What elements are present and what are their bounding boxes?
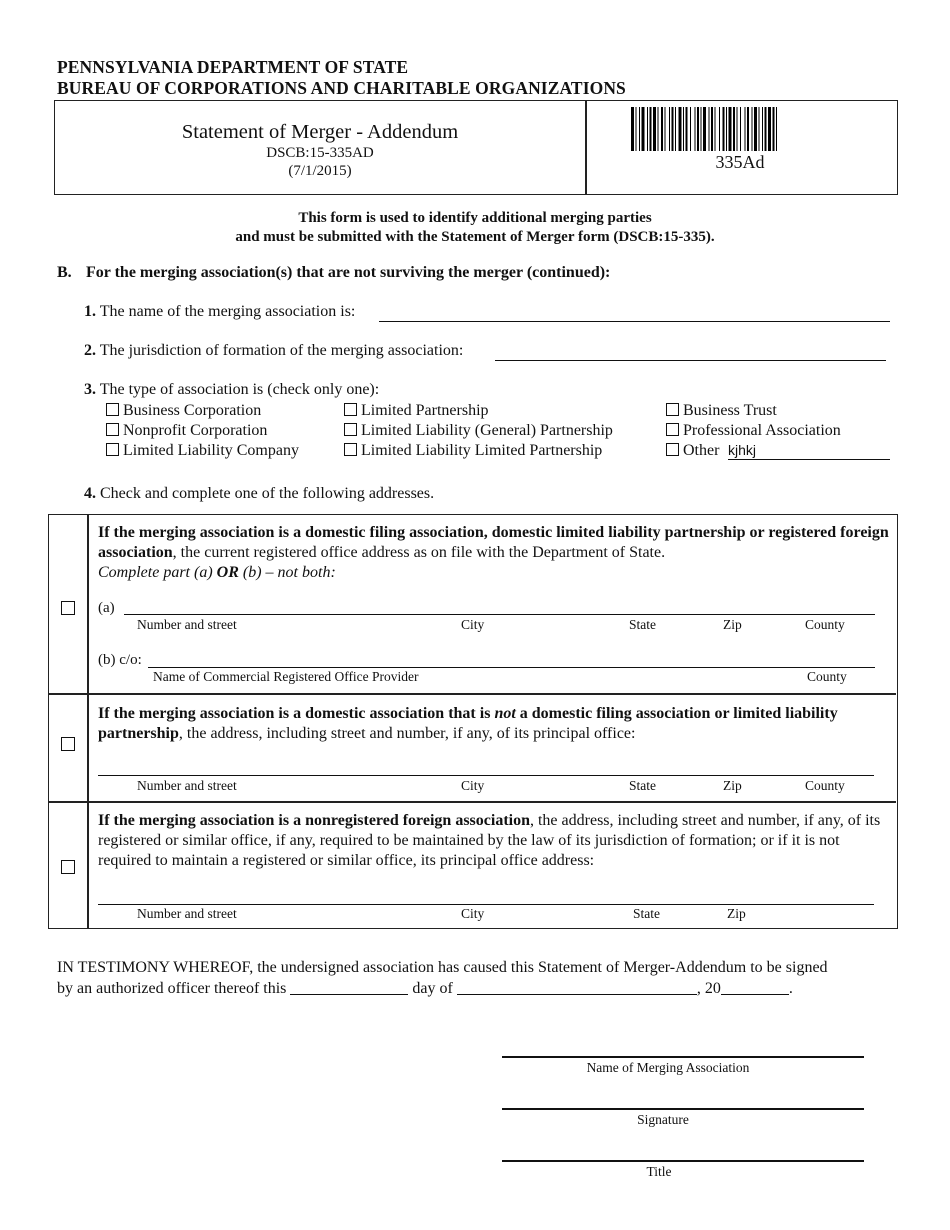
field-label: County [805, 778, 845, 793]
addr3-description [98, 811, 890, 871]
addr1-instruction-a: Complete part (a) [98, 564, 217, 581]
option-label: Other [683, 442, 720, 459]
signature-label: Signature [637, 1112, 689, 1127]
q2-number: 2. [84, 342, 96, 359]
type-option[interactable] [106, 421, 299, 441]
type-option[interactable] [666, 421, 841, 441]
field-label: State [633, 906, 660, 921]
address-row-divider-1 [49, 693, 896, 695]
nonprofit-corporation-checkbox[interactable] [106, 423, 119, 436]
type-option[interactable] [344, 401, 613, 421]
form-number: DSCB:15-335AD [266, 145, 374, 161]
addr1-description [98, 523, 890, 583]
field-label: County [805, 617, 845, 632]
field-label: Zip [723, 778, 742, 793]
address-table [48, 514, 898, 929]
addr1-instruction-or: OR [216, 564, 239, 581]
month-field[interactable] [457, 980, 697, 995]
type-option[interactable] [666, 401, 841, 421]
part-b-provider-field[interactable] [148, 651, 875, 668]
principal-office-checkbox[interactable] [61, 737, 75, 751]
title-box-divider [585, 101, 587, 194]
addr2-not: not [494, 705, 516, 722]
type-option[interactable] [344, 421, 613, 441]
testimony-text-3: , 20 [696, 980, 721, 997]
option-label: Business Corporation [123, 402, 262, 419]
part-a-address-field[interactable] [124, 598, 875, 615]
type-option[interactable] [106, 441, 299, 461]
professional-association-checkbox[interactable] [666, 423, 679, 436]
address-table-column-divider [87, 515, 89, 928]
form-date: (7/1/2015) [288, 163, 352, 179]
field-label: Zip [723, 617, 742, 632]
testimony-line-2 [57, 980, 793, 998]
limited-partnership-checkbox[interactable] [344, 403, 357, 416]
option-label: Limited Liability Limited Partnership [361, 442, 603, 459]
field-label: Number and street [137, 778, 237, 793]
q3-number: 3. [84, 381, 96, 398]
title-label: Title [646, 1164, 672, 1179]
addr1-text: , the current registered office address as on file with the Department of State. [172, 544, 666, 561]
field-label: Number and street [137, 617, 237, 632]
jurisdiction-field[interactable] [495, 342, 886, 361]
other-type-field[interactable] [728, 441, 890, 460]
q2-label [84, 342, 463, 360]
addr3-bold-text: If the merging association is a nonregistered foreign association [98, 812, 530, 829]
barcode-code: 335Ad [715, 152, 765, 172]
title-field[interactable] [502, 1160, 864, 1162]
intro-line-1: This form is used to identify additional merging parties [298, 210, 652, 226]
type-option[interactable] [344, 441, 613, 461]
testimony-text-1: by an authorized officer thereof this [57, 980, 287, 997]
testimony-text-2: day of [412, 980, 453, 997]
association-name-field[interactable] [379, 303, 890, 322]
type-col-2 [344, 401, 613, 461]
llc-checkbox[interactable] [106, 443, 119, 456]
q4-text: Check and complete one of the following addresses. [100, 485, 435, 502]
field-label: State [629, 617, 656, 632]
addr2-text: , the address, including street and number, if any, of its principal office: [178, 725, 636, 742]
testimony-line-1: IN TESTIMONY WHEREOF, the undersigned association has caused this Statement of Merger-Addendum to be signed [57, 959, 828, 976]
addr1-instruction [98, 564, 336, 581]
q4-label [84, 485, 434, 503]
type-col-1 [106, 401, 299, 461]
q1-label [84, 303, 355, 321]
year-field[interactable] [721, 980, 789, 995]
addr1-bold-text: If the merging association is a domestic filing association, domestic limited liability partnership or registered foreign association [98, 524, 889, 561]
intro-line-2: and must be submitted with the Statement of Merger form (DSCB:15-335). [235, 229, 715, 245]
foreign-office-checkbox[interactable] [61, 860, 75, 874]
field-label: State [629, 778, 656, 793]
principal-office-address-field[interactable] [98, 759, 874, 776]
header-line-1: PENNSYLVANIA DEPARTMENT OF STATE [57, 57, 409, 77]
q3-text: The type of association is (check only one): [99, 381, 380, 398]
q1-text: The name of the merging association is: [99, 303, 356, 320]
address-row-divider-2 [49, 801, 896, 803]
day-field[interactable] [290, 980, 408, 995]
lllp-checkbox[interactable] [344, 443, 357, 456]
part-a-label: (a) [98, 600, 115, 616]
merging-association-name-field[interactable] [502, 1056, 864, 1058]
barcode-image [629, 107, 855, 151]
name-of-merging-association-label: Name of Merging Association [586, 1060, 750, 1075]
title-box [54, 100, 898, 195]
option-label: Business Trust [683, 402, 777, 419]
form-title: Statement of Merger - Addendum [181, 121, 459, 143]
option-label: Limited Partnership [361, 402, 489, 419]
addr2-description [98, 704, 890, 744]
header-line-2: BUREAU OF CORPORATIONS AND CHARITABLE ORGANIZATIONS [57, 78, 626, 98]
field-label: City [461, 906, 485, 921]
llp-general-checkbox[interactable] [344, 423, 357, 436]
signature-field[interactable] [502, 1108, 864, 1110]
q3-label [84, 381, 379, 399]
foreign-office-address-field[interactable] [98, 888, 874, 905]
business-corporation-checkbox[interactable] [106, 403, 119, 416]
field-label: Number and street [137, 906, 237, 921]
registered-office-checkbox[interactable] [61, 601, 75, 615]
field-label: Name of Commercial Registered Office Provider [153, 669, 419, 684]
option-label: Nonprofit Corporation [123, 422, 268, 439]
section-b-letter: B. [57, 264, 72, 281]
addr3-text: , the address, including street and number, if any, of its registered or similar office, if any, required to be maintained by the law of its jurisdiction of formation; or if it is not required to maintain a registered or similar office, its principal office address: [98, 812, 881, 869]
other-type-value: kjhkj [728, 442, 757, 458]
field-label: City [461, 617, 485, 632]
option-label: Limited Liability (General) Partnership [361, 422, 613, 439]
q1-number: 1. [84, 303, 96, 320]
other-checkbox[interactable] [666, 443, 679, 456]
form-title-block [55, 120, 585, 180]
section-b-heading: For the merging association(s) that are not surviving the merger (continued): [86, 264, 611, 281]
testimony-text-4: . [788, 980, 793, 997]
addr2-bold-text-1: If the merging association is a domestic association that is [98, 705, 495, 722]
intro-text [0, 209, 950, 247]
business-trust-checkbox[interactable] [666, 403, 679, 416]
addr1-instruction-b: (b) – not both: [238, 564, 336, 581]
part-b-label: (b) c/o: [98, 652, 142, 668]
type-option[interactable] [106, 401, 299, 421]
field-label: City [461, 778, 485, 793]
option-label: Professional Association [683, 422, 841, 439]
option-label: Limited Liability Company [123, 442, 299, 459]
field-label: County [807, 669, 847, 684]
q2-text: The jurisdiction of formation of the merging association: [99, 342, 464, 359]
q4-number: 4. [84, 485, 96, 502]
addr2-bold-text-2: a domestic filing association or limited liability partnership [98, 705, 838, 742]
field-label: Zip [727, 906, 746, 921]
